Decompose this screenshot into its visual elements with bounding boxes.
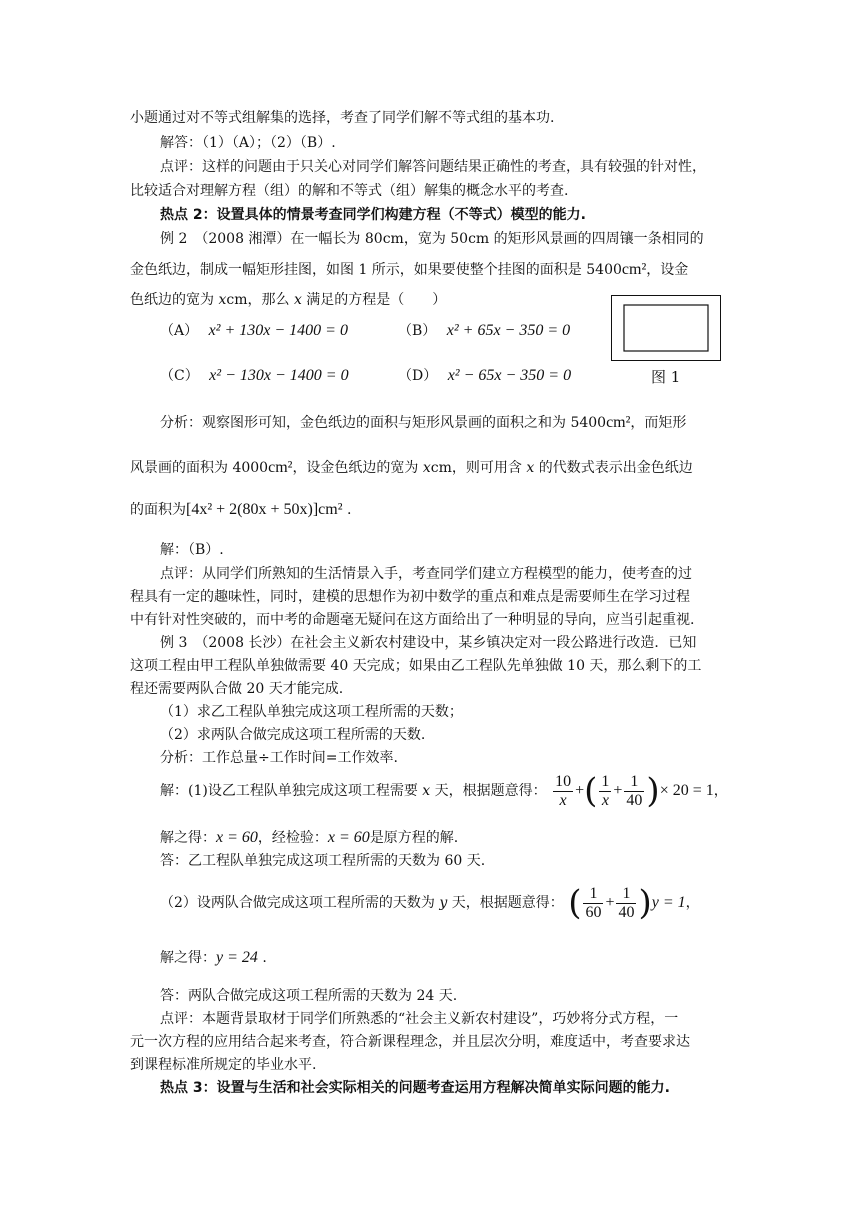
text-fragment: 解：(1)设乙工程队单独完成这项工程需要 (160, 783, 423, 799)
option-label: （A） (160, 323, 199, 339)
numerator: 1 (583, 885, 603, 904)
option-label: （B） (398, 323, 437, 339)
text-fragment: 的面积为 (130, 502, 186, 518)
denominator: 40 (626, 791, 643, 809)
option-equation: x² − 130x − 1400 = 0 (209, 367, 349, 384)
unit: cm² (606, 414, 631, 431)
variable: y (439, 895, 448, 911)
text-line: （2）求两队合做完成这项工程所需的天数. (160, 727, 426, 743)
option-equation: x² + 65x − 350 = 0 (446, 322, 571, 339)
numerator: 1 (601, 772, 610, 790)
text-fragment: . (257, 950, 267, 966)
text-fragment: 天，根据题意得： (447, 895, 564, 911)
option-equation: x² + 130x − 1400 = 0 (208, 322, 348, 339)
text-line: 元一次方程的应用结合起来考查，符合新课程理念，并且层次分明，难度适中，考查要求达 (130, 1034, 690, 1050)
option-equation: x² − 65x − 350 = 0 (447, 367, 572, 384)
option-row (398, 321, 598, 341)
text-line: 解：（B）. (160, 542, 224, 558)
figure-1-frame-diagram (611, 295, 721, 361)
text-fragment: 解之得： (160, 830, 216, 846)
text-fragment: 分析：观察图形可知，金色纸边的面积与矩形风景画的面积之和为 5400 (160, 415, 607, 431)
text-fragment: （2）设两队合做完成这项工程所需的天数为 (160, 895, 440, 911)
section-heading: 热点 3：设置与生活和社会实际相关的问题考查运用方程解决简单实际问题的能力. (160, 1080, 670, 1096)
text-line: 点评：本题背景取材于同学们所熟悉的“社会主义新农村建设”，巧妙将分式方程，一 (160, 1011, 679, 1027)
numerator: 1 (624, 773, 644, 792)
text-fragment: cm，则可用含 (430, 460, 527, 476)
text-fragment: ，设金色纸边的宽为 (292, 460, 423, 476)
text-fragment: ， (713, 783, 728, 799)
option-row (398, 366, 598, 386)
unit: cm² (268, 459, 293, 476)
text-line: 比较适合对理解方程（组）的解和不等式（组）解集的概念水平的考查. (130, 183, 569, 199)
text-line: 程还需要两队合做 20 天才能完成. (130, 681, 344, 697)
text-line: 解答：（1）（A）；（2）（B）. (160, 135, 336, 151)
denominator: 40 (618, 903, 635, 921)
equation-line: （2）设两队合做完成这项工程所需的天数为 y 天，根据题意得： ( $\frac{1}{60}$ + $\frac{1}{40}$ )y = 1， (160, 883, 700, 923)
text-fragment: 金色纸边，制成一幅矩形挂图，如图 1 所示，如果要使整个挂图的面积是 5400 (130, 262, 622, 278)
text-line: （1）求乙工程队单独完成这项工程所需的天数； (160, 704, 463, 720)
text-line (160, 828, 735, 848)
denominator: 60 (585, 903, 602, 921)
math-expression: y = 1 (651, 894, 686, 911)
fraction (616, 885, 636, 922)
math-expression: x = 60 (216, 829, 258, 846)
math-expression: y = 24 (216, 949, 258, 966)
math-expression: x = 60 (327, 829, 370, 846)
denominator: x (559, 791, 567, 809)
text-fragment: ，经检验： (257, 830, 328, 846)
text-fragment: ， (685, 895, 700, 911)
variable: x (422, 460, 431, 476)
math-expression: × 20 = 1 (659, 782, 714, 799)
fraction (599, 773, 611, 810)
denominator: x (601, 791, 609, 809)
variable: x (293, 292, 302, 308)
text-line: 分析：工作总量÷工作时间=工作效率. (160, 750, 398, 766)
option-label: （C） (160, 368, 199, 384)
text-line: 小题通过对不等式组解集的选择，考查了同学们解不等式组的基本功. (130, 110, 555, 126)
fraction (583, 885, 603, 922)
equation-line: 解：(1)设乙工程队单独完成这项工程需要 x 天，根据题意得： $\frac{10}{x}$ +( $\frac{1}{x}$ + $\frac{1}{40}$ )× 20 = 1， (160, 771, 728, 811)
text-line: 点评：从同学们所熟知的生活情景入手，考查同学们建立方程模型的能力，使考查的过 (160, 566, 692, 582)
variable: x (218, 292, 227, 308)
text-fragment: 是原方程的解. (369, 830, 459, 846)
unit: cm² (621, 261, 647, 278)
variable: x (422, 783, 431, 799)
text-fragment: ，设金 (646, 262, 689, 278)
text-fragment: . (342, 502, 352, 518)
text-line: 这项工程由甲工程队单独做需要 40 天完成；如果由乙工程队先单独做 10 天，那么剩下的工 (130, 658, 702, 674)
text-fragment: 的代数式表示出金色纸边 (534, 460, 693, 476)
text-line (160, 413, 735, 433)
text-line: 到课程标准所规定的毕业水平. (130, 1057, 317, 1073)
text-line (130, 500, 735, 520)
text-line: 点评：这样的问题由于只关心对同学们解答问题结果正确性的考查，具有较强的针对性， (160, 159, 706, 175)
text-line: 例 2 （2008 湘潭）在一幅长为 80cm，宽为 50cm 的矩形风景画的四周镶一条相同的 (160, 231, 704, 247)
variable: x (526, 460, 535, 476)
text-line (160, 948, 735, 968)
section-heading: 热点 2：设置具体的情景考查同学们构建方程（不等式）模型的能力. (160, 207, 586, 223)
text-fragment: 天，根据题意得： (430, 783, 547, 799)
numerator: 1 (616, 885, 636, 904)
text-line (130, 260, 735, 280)
text-line: 例 3 （2008 长沙）在社会主义新农村建设中，某乡镇决定对一段公路进行改造．已知 (160, 635, 697, 651)
text-line (130, 458, 735, 478)
text-line: 中有针对性突破的，而中考的命题毫无疑问在这方面给出了一种明显的导向，应当引起重视. (130, 612, 695, 628)
text-line: 答：乙工程队单独完成这项工程所需的天数为 60 天. (160, 853, 486, 869)
text-fragment: 满足的方程是（ ） (301, 292, 447, 308)
text-line: 答：两队合做完成这项工程所需的天数为 24 天. (160, 988, 458, 1004)
text-line: 程具有一定的趣味性，同时，建模的思想作为初中数学的重点和难点是需要师生在学习过程 (130, 589, 690, 605)
text-fragment: 解之得： (160, 950, 216, 966)
fraction (553, 773, 573, 810)
numerator: 10 (555, 772, 572, 790)
math-expression: [4x² + 2(80x + 50x)]cm² (186, 501, 343, 518)
text-fragment: 色纸边的宽为 (130, 292, 219, 308)
text-fragment: cm，那么 (226, 292, 294, 308)
text-fragment: ，而矩形 (630, 415, 687, 431)
figure-caption: 图 1 (651, 368, 681, 386)
option-label: （D） (398, 368, 438, 384)
text-fragment: 风景画的面积为 4000 (130, 460, 269, 476)
fraction (624, 773, 644, 810)
